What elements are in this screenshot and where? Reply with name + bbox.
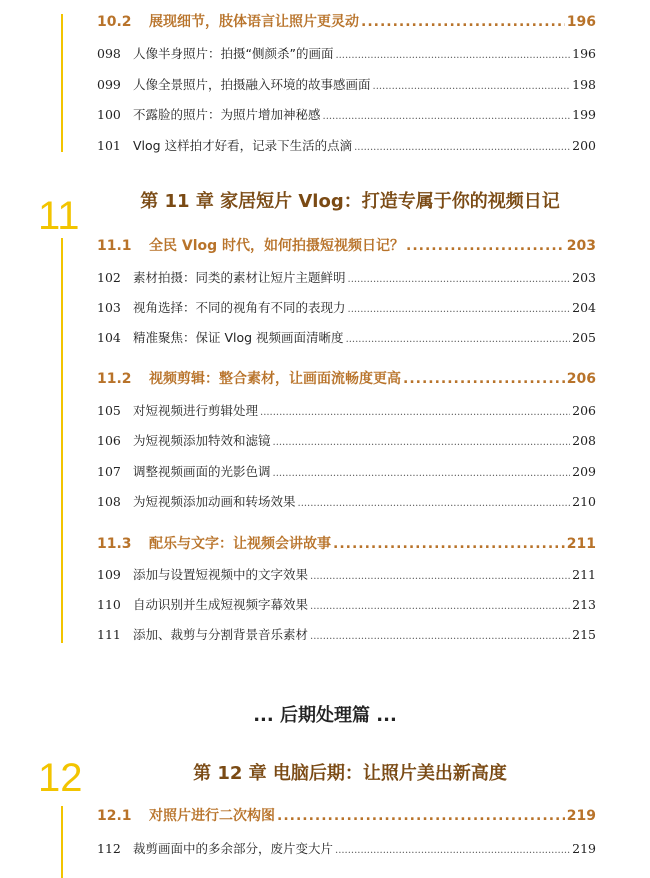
section-number: 11.1 — [97, 238, 132, 254]
toc-section-12-1[interactable] — [97, 806, 596, 826]
entry-number: 111 — [97, 627, 121, 642]
dot-leader — [354, 137, 570, 157]
entry-number: 112 — [97, 841, 121, 856]
toc-entry-104[interactable] — [97, 329, 596, 349]
entry-page: 204 — [572, 300, 596, 315]
entry-number: 107 — [97, 464, 121, 479]
section-title: 全民 Vlog 时代，如何拍摄短视频日记？ — [149, 238, 405, 254]
entry-page: 203 — [572, 270, 596, 285]
section-number: 12.1 — [97, 808, 132, 824]
toc-section-11-1[interactable] — [97, 236, 596, 256]
dot-leader — [273, 432, 571, 452]
section-title: 对照片进行二次构图 — [149, 808, 275, 824]
toc-entry-111[interactable] — [97, 626, 596, 646]
toc-entry-098[interactable] — [97, 45, 596, 65]
entry-title: 添加、裁剪与分割背景音乐素材 — [133, 627, 309, 642]
dot-leader — [373, 76, 571, 96]
entry-page: 213 — [572, 597, 596, 612]
entry-title: 视角选择：不同的视角有不同的表现力 — [133, 300, 346, 315]
entry-page: 200 — [572, 138, 596, 153]
chapter-10-guide-line — [61, 14, 63, 152]
section-number: 11.2 — [97, 371, 132, 387]
section-page: 196 — [566, 14, 596, 30]
entry-title: 不露脸的照片：为照片增加神秘感 — [133, 107, 321, 122]
section-page: 219 — [566, 808, 596, 824]
entry-number: 098 — [97, 46, 121, 61]
section-title: 视频剪辑：整合素材，让画面流畅度更高 — [149, 371, 401, 387]
entry-number: 105 — [97, 403, 121, 418]
entry-title: 人像全景照片，拍摄融入环境的故事感画面 — [133, 77, 371, 92]
toc-entry-099[interactable] — [97, 76, 596, 96]
entry-number: 101 — [97, 138, 121, 153]
entry-page: 219 — [572, 841, 596, 856]
entry-title: Vlog 这样拍才好看，记录下生活的点滴 — [133, 138, 353, 153]
toc-entry-105[interactable] — [97, 402, 596, 422]
entry-title: 为短视频添加动画和转场效果 — [133, 494, 296, 509]
toc-entry-101[interactable] — [97, 137, 596, 157]
entry-title: 精准聚焦：保证 Vlog 视频画面清晰度 — [133, 330, 344, 345]
entry-title: 调整视频画面的光影色调 — [133, 464, 271, 479]
toc-entry-106[interactable] — [97, 432, 596, 452]
dot-leader — [277, 806, 565, 826]
entry-page: 209 — [572, 464, 596, 479]
entry-page: 206 — [572, 403, 596, 418]
entry-title: 添加与设置短视频中的文字效果 — [133, 567, 309, 582]
chapter-11-number: 11 — [38, 194, 80, 238]
dot-leader — [348, 299, 571, 319]
entry-number: 103 — [97, 300, 121, 315]
section-page: 211 — [566, 536, 596, 552]
section-page: 206 — [566, 371, 596, 387]
entry-page: 215 — [572, 627, 596, 642]
entry-title: 裁剪画面中的多余部分，废片变大片 — [133, 841, 334, 856]
dot-leader — [298, 493, 571, 513]
section-number: 11.3 — [97, 536, 132, 552]
entry-number: 110 — [97, 597, 121, 612]
dot-leader — [310, 566, 570, 586]
entry-number: 106 — [97, 433, 121, 448]
toc-section-11-3[interactable] — [97, 534, 596, 554]
entry-number: 099 — [97, 77, 121, 92]
toc-entry-108[interactable] — [97, 493, 596, 513]
section-title: 配乐与文字：让视频会讲故事 — [149, 536, 331, 552]
chapter-11-guide-line — [61, 238, 63, 643]
part-title: ... 后期处理篇 ... — [253, 705, 397, 726]
toc-section-11-2[interactable] — [97, 369, 596, 389]
entry-title: 为短视频添加特效和滤镜 — [133, 433, 271, 448]
entry-page: 196 — [572, 46, 596, 61]
dot-leader — [335, 840, 570, 860]
entry-number: 102 — [97, 270, 121, 285]
toc-entry-102[interactable] — [97, 269, 596, 289]
dot-leader — [260, 402, 570, 422]
chapter-12-guide-line — [61, 806, 63, 878]
dot-leader — [406, 236, 565, 256]
chapter-11-title[interactable]: 第 11 章 家居短片 Vlog：打造专属于你的视频日记 — [140, 191, 560, 212]
dot-leader — [323, 106, 571, 126]
entry-number: 104 — [97, 330, 121, 345]
chapter-12-number: 12 — [38, 756, 83, 800]
entry-number: 100 — [97, 107, 121, 122]
chapter-12-title[interactable]: 第 12 章 电脑后期：让照片美出新高度 — [193, 763, 507, 784]
entry-page: 205 — [572, 330, 596, 345]
section-number: 10.2 — [97, 14, 132, 30]
toc-entry-100[interactable] — [97, 106, 596, 126]
entry-title: 素材拍摄：同类的素材让短片主题鲜明 — [133, 270, 346, 285]
dot-leader — [333, 534, 565, 554]
toc-entry-109[interactable] — [97, 566, 596, 586]
dot-leader — [361, 12, 565, 32]
toc-entry-110[interactable] — [97, 596, 596, 616]
entry-page: 210 — [572, 494, 596, 509]
entry-page: 208 — [572, 433, 596, 448]
dot-leader — [346, 329, 571, 349]
toc-section-10-2[interactable] — [97, 12, 596, 32]
dot-leader — [310, 626, 570, 646]
entry-page: 199 — [572, 107, 596, 122]
dot-leader — [348, 269, 571, 289]
entry-number: 109 — [97, 567, 121, 582]
entry-title: 自动识别并生成短视频字幕效果 — [133, 597, 309, 612]
entry-page: 198 — [572, 77, 596, 92]
dot-leader — [310, 596, 570, 616]
dot-leader — [335, 45, 570, 65]
section-title: 展现细节，肢体语言让照片更灵动 — [149, 14, 359, 30]
entry-title: 对短视频进行剪辑处理 — [133, 403, 259, 418]
toc-entry-107[interactable] — [97, 463, 596, 483]
entry-number: 108 — [97, 494, 121, 509]
entry-title: 人像半身照片：拍摄“侧颜杀”的画面 — [133, 46, 334, 61]
dot-leader — [273, 463, 571, 483]
toc-entry-103[interactable] — [97, 299, 596, 319]
dot-leader — [403, 369, 565, 389]
section-page: 203 — [566, 238, 596, 254]
entry-page: 211 — [572, 567, 596, 582]
toc-entry-112[interactable] — [97, 840, 596, 860]
